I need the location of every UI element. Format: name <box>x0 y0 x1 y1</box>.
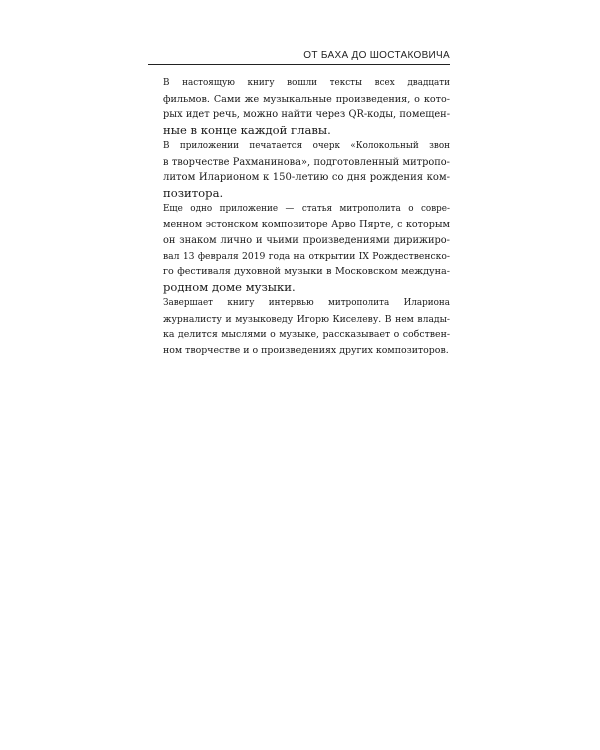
text-line: литом Иларионом к 150-летию со дня рождения ком- <box>163 172 450 184</box>
text-line: ном творчестве и о произведениях других композиторов. <box>163 344 449 356</box>
paragraph-4 <box>148 296 450 359</box>
paragraph-3 <box>148 202 450 296</box>
text-line: ные в конце каждой главы. <box>163 123 331 138</box>
paragraph-2 <box>148 139 450 202</box>
running-header: ОТ БАХА ДО ШОСТАКОВИЧА <box>148 50 450 65</box>
text-line: родном доме музыки. <box>163 280 296 295</box>
text-line: В настоящую книгу вошли тексты всех двадцати <box>163 78 450 88</box>
text-line: рых идет речь, можно найти через QR-коды, помещен- <box>163 109 450 121</box>
text-line: Еще одно приложение — статья митрополита о совре- <box>163 203 450 214</box>
text-line: го фестиваля духовной музыки в Московском междуна- <box>163 266 450 278</box>
text-line: ка делится мыслями о музыке, рассказывает о собствен- <box>163 329 450 341</box>
text-line: вал 13 февраля 2019 года на открытии IX Рождественско- <box>163 250 450 262</box>
text-line: фильмов. Сами же музыкальные произведения, о кото- <box>163 93 450 105</box>
text-line: Завершает книгу интервью митрополита Илариона <box>163 297 450 308</box>
text-line: менном эстонском композиторе Арво Пярте, с которым <box>163 219 450 231</box>
text-line: в творчестве Рахманинова», подготовленный митропо- <box>163 156 450 168</box>
text-line: В приложении печатается очерк «Колокольный звон <box>163 140 450 151</box>
body-text <box>148 76 450 359</box>
text-line: позитора. <box>163 185 224 200</box>
paragraph-1 <box>148 76 450 139</box>
text-line: журналисту и музыковеду Игорю Киселеву. В нем влады- <box>163 313 450 325</box>
text-line: он знаком лично и чьими произведениями дирижиро- <box>163 235 450 247</box>
